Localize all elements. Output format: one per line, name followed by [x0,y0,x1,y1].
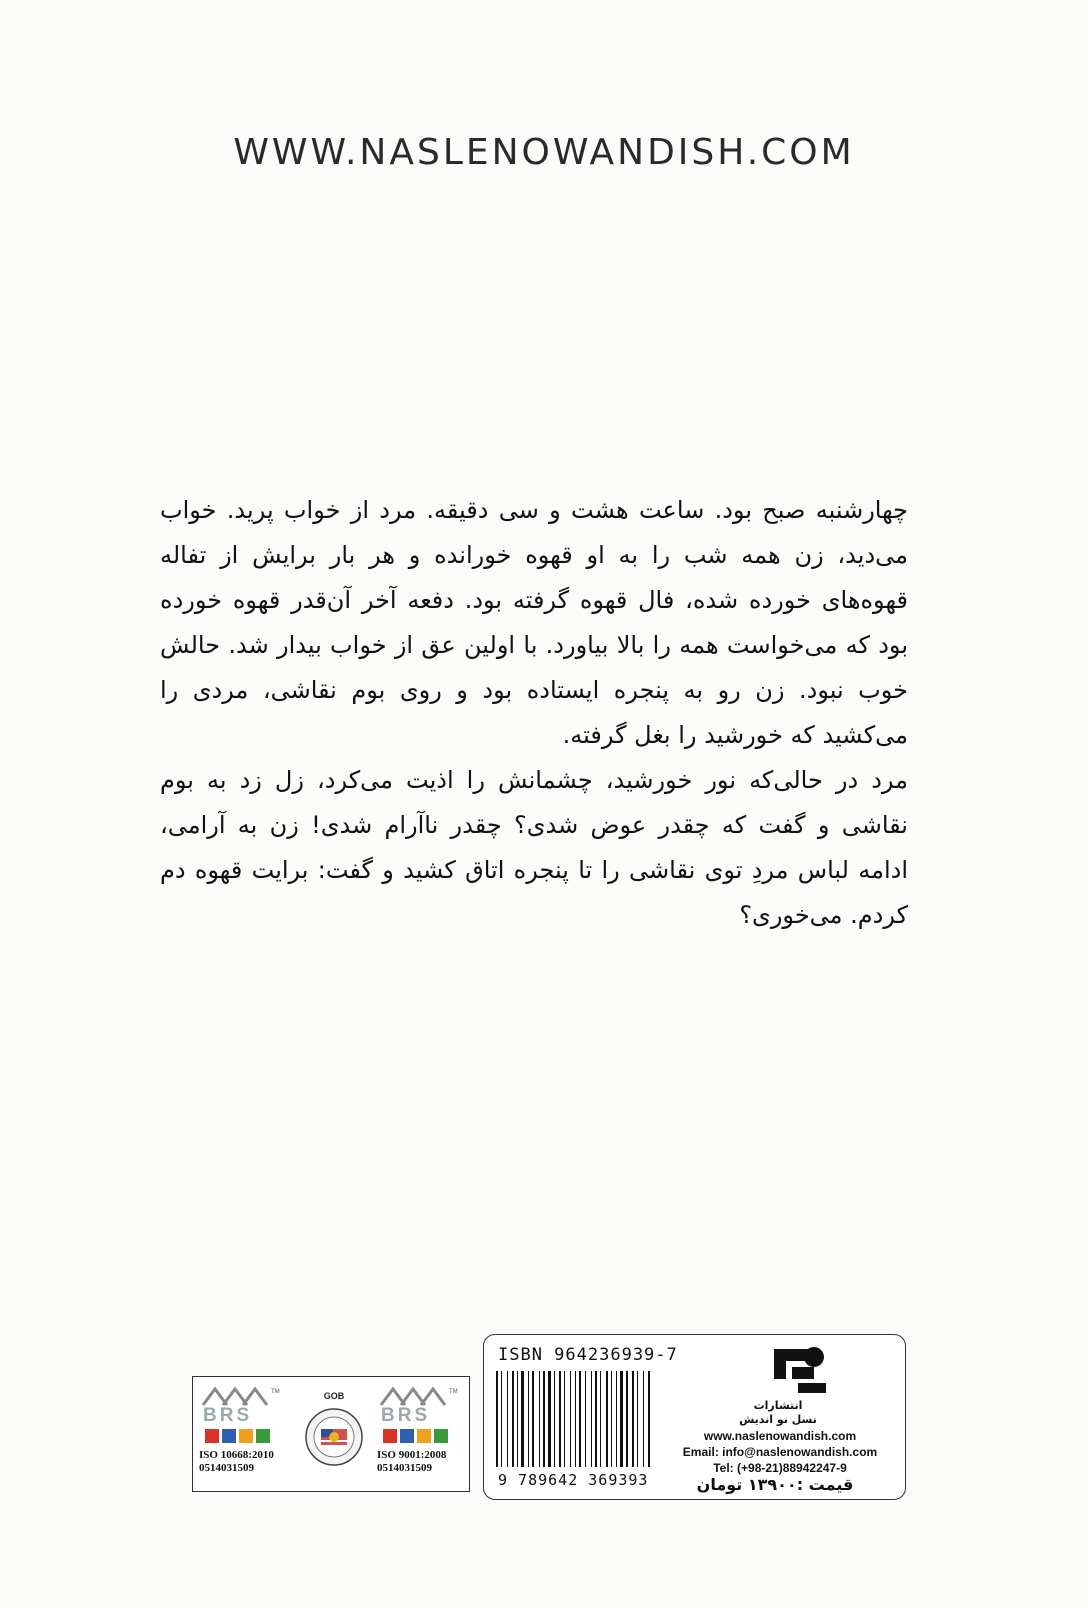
ean-number: 9 789642 369393 [498,1471,649,1489]
iso-code-right: 0514031509 [377,1462,432,1474]
iso-info-left [199,1449,289,1475]
brs-logo-right [377,1385,465,1485]
site-title: WWW.NASLENOWANDISH.COM [233,132,855,173]
barcode-bar [579,1371,581,1467]
barcode-bar [517,1371,518,1467]
barcode-bar [521,1371,524,1467]
barcode-bar [648,1371,650,1467]
barcode-bar [620,1371,623,1467]
barcode-bar [643,1371,644,1467]
brs-tm-right: TM [449,1389,458,1395]
barcode-bar [496,1371,498,1467]
barcode-bar [585,1371,586,1467]
barcode-bar [564,1371,565,1467]
barcode-bar [539,1371,540,1467]
color-square [205,1429,219,1443]
brs-tm-left: TM [271,1389,280,1395]
blurb-paragraph-1: چهارشنبه صبح بود. ساعت هشت و سی دقیقه. مرد از خواب پرید. خواب می‌دید، زن همه شب را به او قهوه خورانده و هر بار برایش از تفاله قهوه‌های خورده شده، فال قهوه گرفته بود. دفعه آخر آن‌قدر قهوه خورده بود که می‌خواست همه را بالا بیاورد. با اولین عق از خواب بیدار شد. حالش خوب نبود. زن رو به پنجره ایستاده بود و روی بوم نقاشی، مردی را می‌کشید که خورشید را بغل گرفته. [160,496,908,749]
iso-info-right [377,1449,467,1475]
certification-box [192,1376,470,1492]
back-cover-blurb [160,488,908,938]
color-square [400,1429,414,1443]
publisher-name [728,1399,828,1427]
gob-seal-icon [301,1395,367,1471]
blurb-paragraph-2: مرد در حالی‌که نور خورشید، چشمانش را اذیت می‌کرد، زل زد به بوم نقاشی و گفت که چقدر عوض شدی؟ چقدر ناآرام شدی! زن به آرامی، ادامه لباس مردِ توی نقاشی را تا پنجره اتاق کشید و گفت: برایت قهوه دم کردم. می‌خوری؟ [160,766,908,929]
publisher-logo-icon [768,1341,830,1399]
publisher-website: www.naslenowandish.com [703,1429,857,1443]
iso-standard-right: ISO 9001:2008 [377,1449,447,1461]
barcode-bar [528,1371,529,1467]
barcode-bar [554,1371,555,1467]
color-square [239,1429,253,1443]
gob-seal [301,1391,367,1475]
iso-standard-left: ISO 10668:2010 [199,1449,274,1461]
brs-brand-right: BRS [381,1405,431,1426]
barcode-bar [606,1371,608,1467]
barcode-bar [543,1371,545,1467]
barcode-bar [532,1371,534,1467]
barcode-bar [548,1371,551,1467]
isbn-label: ISBN 964236939-7 [498,1345,678,1365]
publisher-email: Email: info@naslenowandish.com [682,1445,878,1459]
barcode-bar [632,1371,634,1467]
brs-brand-left: BRS [203,1405,253,1426]
barcode-bar [616,1371,617,1467]
iso-code-left: 0514031509 [199,1462,254,1474]
barcode-bar [507,1371,508,1467]
publisher-name-line1: انتشارات [753,1399,803,1412]
gob-label: GOB [323,1391,345,1401]
color-square [417,1429,431,1443]
color-square [222,1429,236,1443]
publisher-phone: Tel: (+98-21)88942247-9 [713,1461,847,1475]
barcode-bar [575,1371,576,1467]
barcode-bar [512,1371,514,1467]
barcode-bar [570,1371,571,1467]
barcode-bar [595,1371,597,1467]
color-square [256,1429,270,1443]
brs-squares-right [383,1429,448,1443]
brs-logo-left [199,1385,287,1485]
barcode-bar [626,1371,628,1467]
price-label: قیمت :۱۳۹۰۰ تومان [696,1475,854,1494]
publisher-name-line2: نسل نو اندیش [739,1413,817,1426]
barcode-bar [559,1371,561,1467]
barcode-bar [501,1371,502,1467]
publisher-box [483,1334,906,1500]
barcode-bar [600,1371,601,1467]
barcode-bar [611,1371,612,1467]
color-square [434,1429,448,1443]
brs-squares-left [205,1429,270,1443]
barcode [494,1371,654,1471]
barcode-bar [637,1371,638,1467]
barcode-bar [591,1371,592,1467]
color-square [383,1429,397,1443]
